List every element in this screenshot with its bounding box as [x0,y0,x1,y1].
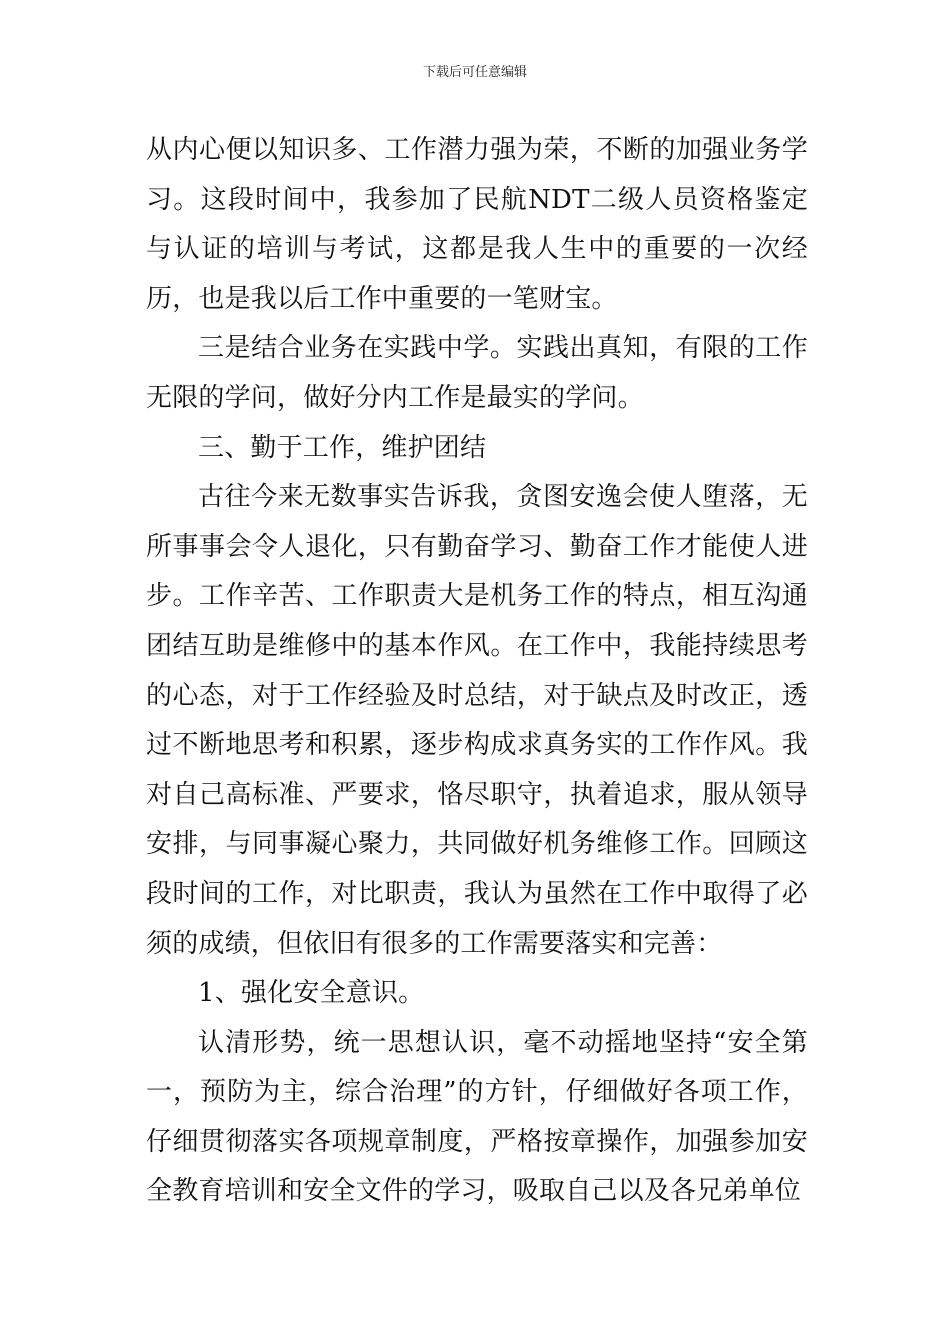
paragraph-diligent-work: 古往今来无数事实告诉我，贪图安逸会使人堕落，无所事事会令人退化，只有勤奋学习、勤奋工作才能使人进步。工作辛苦、工作职责大是机务工作的特点，相互沟通团结互助是维修中的基本作风。在工作中，我能持续思考的心态，对于工作经验及时总结，对于缺点及时改正，透过不断地思考和积累，逐步构成求真务实的工作作风。我对自己高标准、严要求，恪尽职守，执着追求，服从领导安排，与同事凝心聚力，共同做好机务维修工作。回顾这段时间的工作，对比职责，我认为虽然在工作中取得了必须的成绩，但依旧有很多的工作需要落实和完善： [146,482,808,959]
paragraph-study-continuation: 从内心便以知识多、工作潜力强为荣，不断的加强业务学习。这段时间中，我参加了民航NDT二级人员资格鉴定与认证的培训与考试，这都是我人生中的重要的一次经历，也是我以后工作中重要的一笔财宝。 [146,135,808,314]
section-heading-diligence: 三、勤于工作，维护团结 [198,432,487,463]
paragraph-practice-learning: 三是结合业务在实践中学。实践出真知，有限的工作无限的学问，做好分内工作是最实的学问。 [146,333,808,413]
paragraph-safety-policy: 认清形势，统一思想认识，毫不动摇地坚持“安全第一，预防为主，综合治理”的方针，仔细做好各项工作，仔细贯彻落实各项规章制度，严格按章操作，加强参加安全教育培训和安全文件的学习，吸取自己以及各兄弟单位 [146,1027,808,1207]
page-header-note: 下载后可任意编辑 [422,65,527,80]
subheading-safety-awareness: 1、强化安全意识。 [198,978,425,1009]
document-body [146,126,808,1217]
